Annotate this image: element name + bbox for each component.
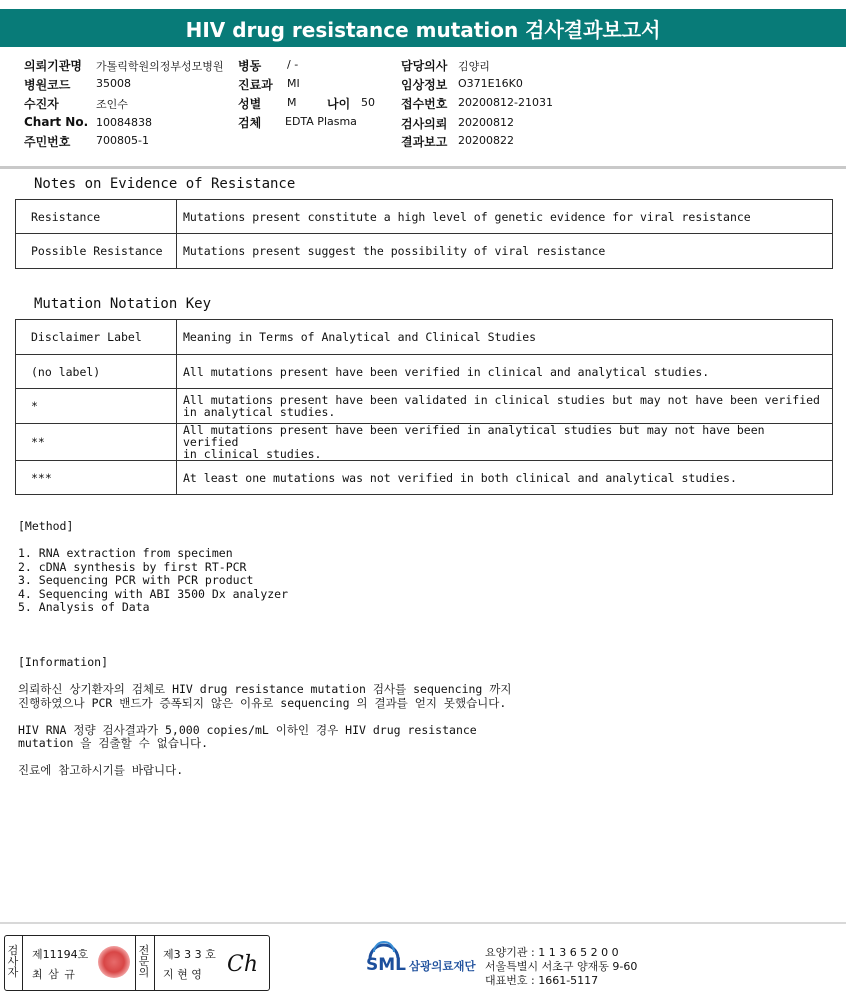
clinical-info-label: 임상정보 xyxy=(401,78,448,92)
recipient-label: 수진자 xyxy=(24,97,59,111)
age-label: 나이 xyxy=(327,97,351,111)
table-row xyxy=(16,424,833,461)
chart-no-label: Chart No. xyxy=(24,115,89,129)
evidence-section-title: Notes on Evidence of Resistance xyxy=(34,176,296,192)
id-label: 주민번호 xyxy=(24,135,71,149)
signature: Ch xyxy=(227,952,259,977)
information-text: 진행하였으나 PCR 밴드가 증폭되지 않은 이유로 sequencing 의 결과를 얻지 못했습니다. xyxy=(18,696,507,710)
phone: 대표번호 : 1661-5117 xyxy=(485,974,599,987)
footer-divider xyxy=(0,922,846,924)
examiner-license: 제11194호 xyxy=(32,948,89,961)
institution-value: 가톨릭학원의정부성모병원 xyxy=(96,60,224,73)
evidence-label-cell: Resistance xyxy=(16,200,177,234)
notation-text-cell xyxy=(177,461,833,495)
header-divider xyxy=(0,166,846,169)
evidence-table xyxy=(15,199,833,269)
notation-section-title: Mutation Notation Key xyxy=(34,296,212,312)
dept-label: 진료과 xyxy=(238,78,273,92)
evidence-text-cell: Mutations present constitute a high level of genetic evidence for viral resistance xyxy=(177,200,833,234)
method-title: [Method] xyxy=(18,519,74,533)
table-row xyxy=(16,200,833,234)
sex-value: M xyxy=(287,96,297,109)
seal-stamp xyxy=(98,946,130,978)
information-text: 진료에 참고하시기를 바랍니다. xyxy=(18,763,184,777)
request-value: 20200812 xyxy=(458,116,514,129)
method-item: 2. cDNA synthesis by first RT-PCR xyxy=(18,560,247,574)
notation-label-cell: (no label) xyxy=(16,355,177,389)
address: 서울특별시 서초구 양재동 9-60 xyxy=(485,960,638,973)
notation-text-line: All mutations present have been validated in clinical studies but may not have been verified xyxy=(183,393,820,407)
doctor-label: 담당의사 xyxy=(401,59,448,73)
examiner-name: 최 삼 규 xyxy=(32,968,76,981)
foundation-name: 삼광의료재단 xyxy=(409,959,476,973)
notation-text-cell xyxy=(177,355,833,389)
method-item: 4. Sequencing with ABI 3500 Dx analyzer xyxy=(18,587,289,601)
information-text: 의뢰하신 상기환자의 검체로 HIV drug resistance mutation 검사를 sequencing 까지 xyxy=(18,682,512,696)
table-row xyxy=(16,389,833,424)
notation-label-cell: *** xyxy=(16,461,177,495)
notation-header-label: Disclaimer Label xyxy=(16,320,177,355)
notation-label-cell: * xyxy=(16,389,177,424)
hospital-code-value: 35008 xyxy=(96,77,131,90)
receipt-no-value: 20200812-21031 xyxy=(458,96,553,109)
specialist-name: 지 현 영 xyxy=(163,968,202,981)
evidence-text-cell: Mutations present suggest the possibility of viral resistance xyxy=(177,234,833,269)
notation-text-line: All mutations present have been verified in clinical and analytical studies. xyxy=(183,364,710,379)
institution-label: 의뢰기관명 xyxy=(24,59,82,73)
clinical-info-value: O371E16K0 xyxy=(458,77,523,90)
specimen-value: EDTA Plasma xyxy=(285,115,357,128)
table-row xyxy=(16,461,833,495)
notation-text-cell xyxy=(177,389,833,424)
specialist-license: 제3 3 3 호 xyxy=(163,948,216,961)
ward-label: 병동 xyxy=(238,59,262,73)
information-text: HIV RNA 정량 검사결과가 5,000 copies/mL 이하인 경우 HIV drug resistance xyxy=(18,723,477,737)
report-title: HIV drug resistance mutation 검사결과보고서 xyxy=(0,9,846,47)
notation-table xyxy=(15,319,833,495)
notation-label-cell: ** xyxy=(16,424,177,461)
report-value: 20200822 xyxy=(458,134,514,147)
recipient-value: 조인수 xyxy=(96,98,128,111)
notation-text-line: in clinical studies. xyxy=(183,447,322,461)
sex-label: 성별 xyxy=(238,97,262,111)
table-row xyxy=(16,234,833,269)
signature-box xyxy=(4,935,270,991)
logo-text: SML xyxy=(366,955,406,975)
chart-no-value: 10084838 xyxy=(96,116,152,129)
table-row xyxy=(16,355,833,389)
doctor-value: 김양리 xyxy=(458,60,490,73)
hospital-code-label: 병원코드 xyxy=(24,78,71,92)
request-label: 검사의뢰 xyxy=(401,117,448,131)
specimen-label: 검체 xyxy=(238,116,262,130)
information-title: [Information] xyxy=(18,655,109,669)
report-label: 결과보고 xyxy=(401,135,448,149)
examiner-vertical-label: 검 사 자 xyxy=(7,944,19,979)
ward-value: / - xyxy=(287,58,299,71)
notation-text-line: All mutations present have been verified in analytical studies but may not have been verified xyxy=(183,423,765,449)
notation-text-line: in analytical studies. xyxy=(183,405,336,419)
notation-text-line: At least one mutations was not verified in both clinical and analytical studies. xyxy=(183,470,737,485)
method-item: 3. Sequencing PCR with PCR product xyxy=(18,573,254,587)
evidence-label-cell: Possible Resistance xyxy=(16,234,177,269)
dept-value: MI xyxy=(287,77,300,90)
notation-header-text: Meaning in Terms of Analytical and Clinical Studies xyxy=(177,320,833,355)
care-institution: 요양기관 : 1 1 3 6 5 2 0 0 xyxy=(485,946,619,959)
specialist-vertical-label: 전 문 의 xyxy=(138,944,150,979)
method-item: 5. Analysis of Data xyxy=(18,600,150,614)
information-text: mutation 을 검출할 수 없습니다. xyxy=(18,736,208,750)
method-item: 1. RNA extraction from specimen xyxy=(18,546,233,560)
notation-text-cell xyxy=(177,424,833,461)
receipt-no-label: 접수번호 xyxy=(401,97,448,111)
table-row xyxy=(16,320,833,355)
age-value: 50 xyxy=(361,96,375,109)
id-value: 700805-1 xyxy=(96,134,149,147)
